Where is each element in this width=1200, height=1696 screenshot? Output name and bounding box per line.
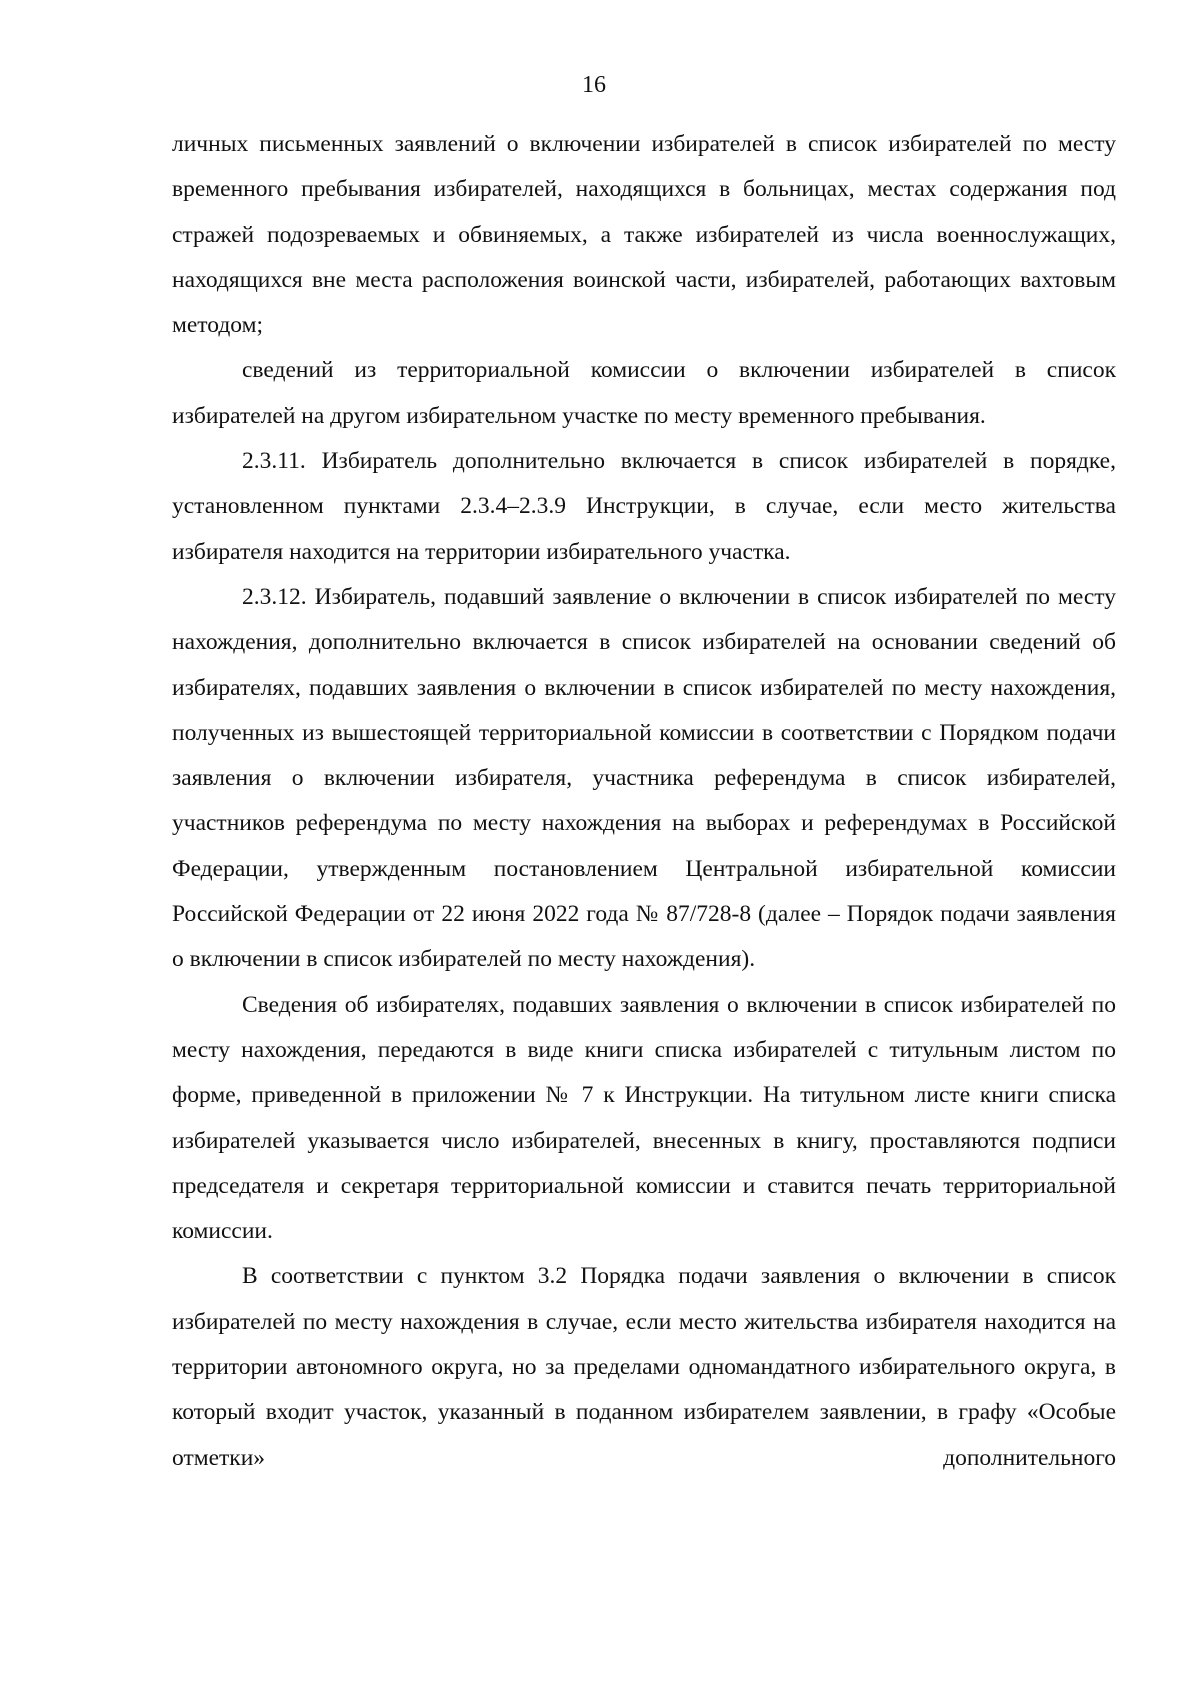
- document-body: [172, 122, 1116, 1481]
- paragraph-voter-list-book: Сведения об избирателях, подавших заявления о включении в список избирателей по месту нахождения, передаются в виде книги списка избирателей с титульным листом по форме, приведенной в приложении № 7 к Инструкции. На титульном листе книги списка избирателей указывается число избирателей, внесенных в книгу, проставляются подписи председателя и секретаря территориальной комиссии и ставится печать территориальной комиссии.: [172, 991, 1116, 1245]
- paragraph-2-3-12: 2.3.12. Избиратель, подавший заявление о включении в список избирателей по месту нахождения, дополнительно включается в список избирателей на основании сведений об избирателях, подавших заявления о включении в список избирателей по месту нахождения, полученных из вышестоящей территориальной комиссии в соответствии с Порядком подачи заявления о включении избирателя, участника референдума в список избирателей, участников референдума по месту нахождения на выборах и референдумах в Российской Федерации, утвержденным постановлением Центральной избирательной комиссии Российской Федерации от 22 июня 2022 года № 87/728-8 (далее – Порядок подачи заявления о включении в список избирателей по месту нахождения).: [172, 583, 1116, 973]
- paragraph-territorial-commission-info: сведений из территориальной комиссии о включении избирателей в список избирателей на другом избирательном участке по месту временного пребывания.: [172, 357, 1116, 429]
- paragraph-clause-3-2: В соответствии с пунктом 3.2 Порядка подачи заявления о включении в список избирателей по месту нахождения в случае, если место жительства избирателя находится на территории автономного округа, но за пределами одномандатного избирательного округа, в который входит участок, указанный в поданном избирателем заявлении, в графу «Особые отметки» дополнительного: [172, 1263, 1116, 1471]
- paragraph-continuation: личных письменных заявлений о включении избирателей в список избирателей по месту временного пребывания избирателей, находящихся в больницах, местах содержания под стражей подозреваемых и обвиняемых, а также избирателей из числа военнослужащих, находящихся вне места расположения воинской части, избирателей, работающих вахтовым методом;: [172, 131, 1116, 339]
- page-number: 16: [582, 72, 606, 98]
- paragraph-2-3-11: 2.3.11. Избиратель дополнительно включается в список избирателей в порядке, установленном пунктами 2.3.4–2.3.9 Инструкции, в случае, если место жительства избирателя находится на территории избирательного участка.: [172, 448, 1116, 565]
